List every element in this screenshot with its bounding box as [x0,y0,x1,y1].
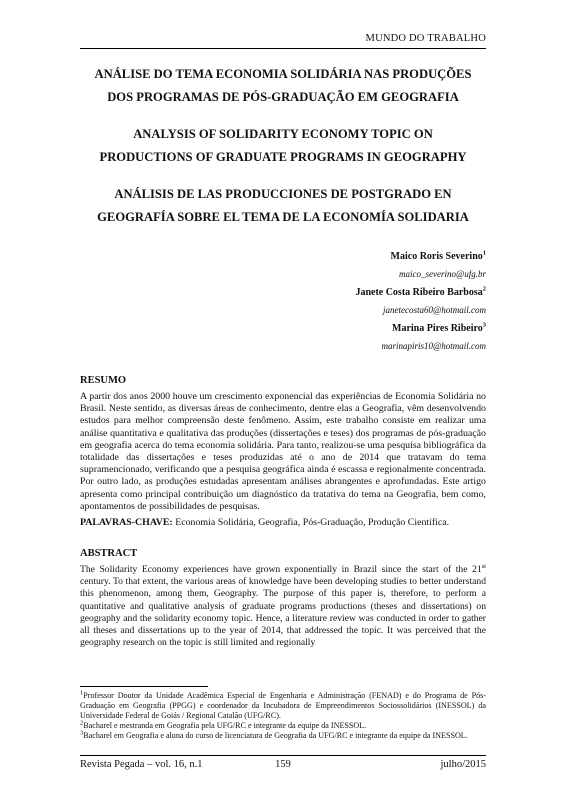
page-footer [80,759,486,773]
author-name [355,320,486,338]
footnote-number: 3 [80,729,84,737]
title-line: ANALYSIS OF SOLIDARITY ECONOMY TOPIC ON [133,127,433,141]
footnotes [80,691,486,741]
footnote-text: Bacharel e mestranda em Geografia pela UFG/RC e integrante da equipe da INESSOL. [83,721,367,731]
title-line: ANÁLISE DO TEMA ECONOMIA SOLIDÁRIA NAS PRODUÇÕES [94,67,472,81]
abstract-text-part: The Solidarity Economy experiences have grown exponentially in Brazil since the start of the 21 [80,564,482,575]
author-email[interactable]: janetecosta60@hotmail.com [382,305,486,315]
keywords-label: PALAVRAS-CHAVE: [80,517,173,528]
title-english [80,123,486,169]
author-name [355,248,486,266]
author-email[interactable]: maico_severino@ufg.br [398,269,486,279]
author-block [355,248,486,356]
footnote-marker: 2 [482,285,486,293]
footnote-marker: 3 [482,321,486,329]
footnote-marker: 1 [482,249,486,257]
section-tag: MUNDO DO TRABALHO [365,33,486,44]
footnote [80,691,486,721]
footer-rule [80,755,486,756]
footnote-rule [80,686,208,687]
keywords [80,517,486,529]
author-name-text: Maico Roris Severino [390,251,483,262]
keywords-text: Economia Solidária, Geografia, Pós-Graduação, Produção Científica. [172,517,450,528]
title-line: GEOGRAFÍA SOBRE EL TEMA DE LA ECONOMÍA SOLIDARIA [97,210,469,224]
footnote [80,721,486,731]
header-rule [80,48,486,49]
abstract-text-part: century. To that extent, the various areas of knowledge have been developing studies to better understand this phenomenon, among them, Geography. The purpose of this paper is, therefore, to perform a quantitative and qualitative analysis of graduate programs productions (theses and dissertations) on geography and the solidarity economy topic. Hence, a literature review was conducted in order to gather all theses and dissertations up to the year of 2014, that addressed the topic. It was perceived that the geography research on the topic is still limited and regionally [80,576,486,649]
footnote-number: 2 [80,719,84,727]
resumo-heading: RESUMO [80,375,127,386]
title-line: DOS PROGRAMAS DE PÓS-GRADUAÇÃO EM GEOGRAFIA [107,90,459,104]
abstract-text [80,564,486,649]
title-portuguese [80,63,486,109]
ordinal-suffix: st [481,562,486,570]
author-name-text: Janete Costa Ribeiro Barbosa [355,287,483,298]
issue-date: julho/2015 [440,759,486,770]
footnote-number: 1 [80,689,84,697]
abstract-heading: ABSTRACT [80,548,138,559]
author-name [355,284,486,302]
footnote-text: Bacharel em Geografia e aluna do curso de licenciatura de Geografia da UFG/RC e integrante da equipe da INESSOL. [83,731,468,741]
title-line: ANÁLISIS DE LAS PRODUCCIONES DE POSTGRADO EN [114,187,452,201]
title-spanish [80,183,486,229]
title-line: PRODUCTIONS OF GRADUATE PROGRAMS IN GEOGRAPHY [99,150,467,164]
journal-citation: Revista Pegada – vol. 16, n.1 [80,759,203,770]
footnote [80,731,486,741]
page-number: 159 [275,759,291,770]
author-email[interactable]: marinapiris10@hotmail.com [381,341,486,351]
author-name-text: Marina Pires Ribeiro [392,323,483,334]
footnote-text: Professor Doutor da Unidade Acadêmica Especial de Engenharia e Administração (FENAD) e do Programa de Pós-Graduação em Geografia (PPGG) e coordenador da Incubadora de Empreendimentos Sociossolidários (INESSOL) da Universidade Federal de Goiás / Regional Catalão (UFG/RC). [80,691,486,721]
resumo-text: A partir dos anos 2000 houve um crescimento exponencial das experiências de Economia Solidária no Brasil. Neste sentido, as diversas áreas de conhecimento, dentre elas a Geografia, vêm desenvolvendo estudos para melhor compreensão deste fenômeno. Assim, este trabalho consiste em realizar uma análise quantitativa e qualitativa das produções (dissertações e teses) dos programas de pós-graduação em geografia acerca do tema economia solidária. Para tanto, realizou-se uma pesquisa bibliográfica da totalidade das dissertações e teses produzidas até o ano de 2014 que tratavam do tema supramencionado, verificando que a pesquisa geográfica ainda é escassa e regionalmente concentrada. Por outro lado, as produções estudadas apresentam análises abrangentes e aprofundadas. Este artigo apresenta como principal contribuição um diagnóstico da tratativa do tema na Geografia, bem como, apontamentos de possibilidades de pesquisas. [80,391,486,512]
